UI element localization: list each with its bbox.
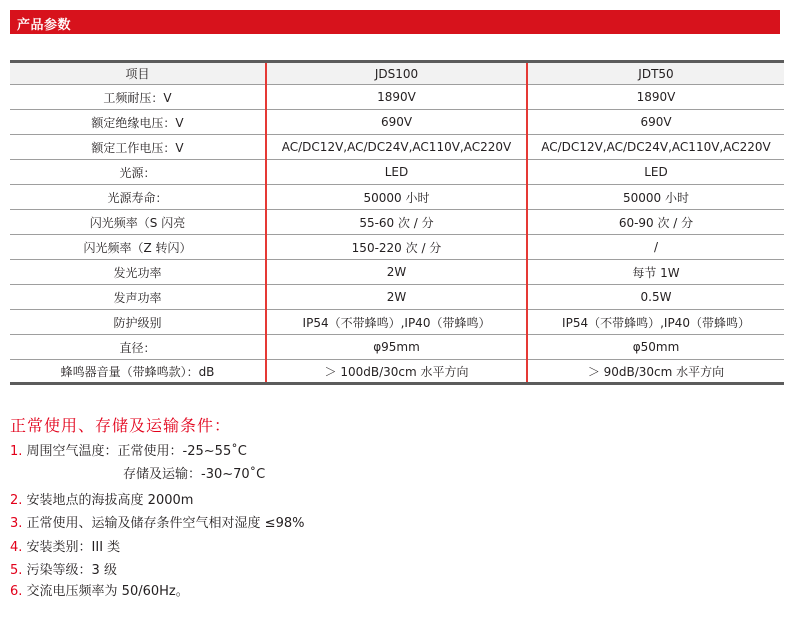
value-cell: AC/DC12V,AC/DC24V,AC110V,AC220V [527,135,784,160]
condition-item [10,536,120,555]
condition-number: 5. [10,563,23,578]
value-cell: 60-90 次 / 分 [527,210,784,235]
row-label-cell: 闪光频率（Z 转闪） [10,235,266,260]
condition-text: 交流电压频率为 50/60Hz。 [26,584,189,599]
table-row [10,185,784,210]
value-cell: φ95mm [266,335,527,360]
condition-item [10,440,247,459]
table-row [10,160,784,185]
value-cell: LED [527,160,784,185]
condition-text: 存储及运输：-30~70˚C [123,467,266,482]
value-cell: 1890V [266,85,527,110]
column-header: JDS100 [266,62,527,85]
condition-number: 3. [10,516,23,531]
value-cell: 每节 1W [527,260,784,285]
row-label-cell: 闪光频率（S 闪亮 [10,210,266,235]
value-cell: IP54（不带蜂鸣）,IP40（带蜂鸣） [266,310,527,335]
column-header: 项目 [10,62,266,85]
value-cell: 50000 小时 [266,185,527,210]
row-label-cell: 发光功率 [10,260,266,285]
value-cell: 150-220 次 / 分 [266,235,527,260]
table-row [10,135,784,160]
row-label-cell: 防护级别 [10,310,266,335]
column-header: JDT50 [527,62,784,85]
value-cell: 55-60 次 / 分 [266,210,527,235]
condition-number: 6. [10,584,23,599]
condition-text: 污染等级：3 级 [26,563,117,578]
row-label-cell: 光源寿命： [10,185,266,210]
condition-item [10,559,117,578]
spec-table [10,60,784,385]
value-cell: 2W [266,260,527,285]
section-header-bar [10,10,780,34]
row-label-cell: 光源： [10,160,266,185]
value-cell: 690V [266,110,527,135]
value-cell: 50000 小时 [527,185,784,210]
condition-text: 周围空气温度：正常使用：-25~55˚C [26,444,247,459]
condition-text: 安装地点的海拔高度 2000m [26,493,194,508]
table-row [10,310,784,335]
condition-item [10,512,304,531]
value-cell: / [527,235,784,260]
value-cell: IP54（不带蜂鸣）,IP40（带蜂鸣） [527,310,784,335]
table-row [10,285,784,310]
table-header-row [10,62,784,85]
value-cell: φ50mm [527,335,784,360]
table-row [10,360,784,384]
value-cell: ＞ 100dB/30cm 水平方向 [266,360,527,384]
value-cell: 1890V [527,85,784,110]
condition-item [123,463,265,482]
row-label-cell: 额定工作电压：V [10,135,266,160]
condition-item [10,489,193,508]
table-row [10,260,784,285]
value-cell: 2W [266,285,527,310]
condition-number: 4. [10,540,23,555]
value-cell: 690V [527,110,784,135]
condition-text: 安装类别：III 类 [26,540,121,555]
condition-number: 2. [10,493,23,508]
value-cell: AC/DC12V,AC/DC24V,AC110V,AC220V [266,135,527,160]
condition-text: 正常使用、运输及储存条件空气相对湿度 ≤98% [26,516,305,531]
condition-number: 1. [10,444,23,459]
value-cell: ＞ 90dB/30cm 水平方向 [527,360,784,384]
table-row [10,235,784,260]
row-label-cell: 额定绝缘电压：V [10,110,266,135]
table-row [10,85,784,110]
value-cell: 0.5W [527,285,784,310]
table-row [10,210,784,235]
table-row [10,110,784,135]
value-cell: LED [266,160,527,185]
row-label-cell: 发声功率 [10,285,266,310]
row-label-cell: 工频耐压：V [10,85,266,110]
condition-item [10,580,189,599]
row-label-cell: 蜂鸣器音量（带蜂鸣款）：dB [10,360,266,384]
table-row [10,335,784,360]
row-label-cell: 直径： [10,335,266,360]
conditions-title: 正常使用、存储及运输条件： [10,416,232,435]
section-title: 产品参数 [17,18,72,33]
